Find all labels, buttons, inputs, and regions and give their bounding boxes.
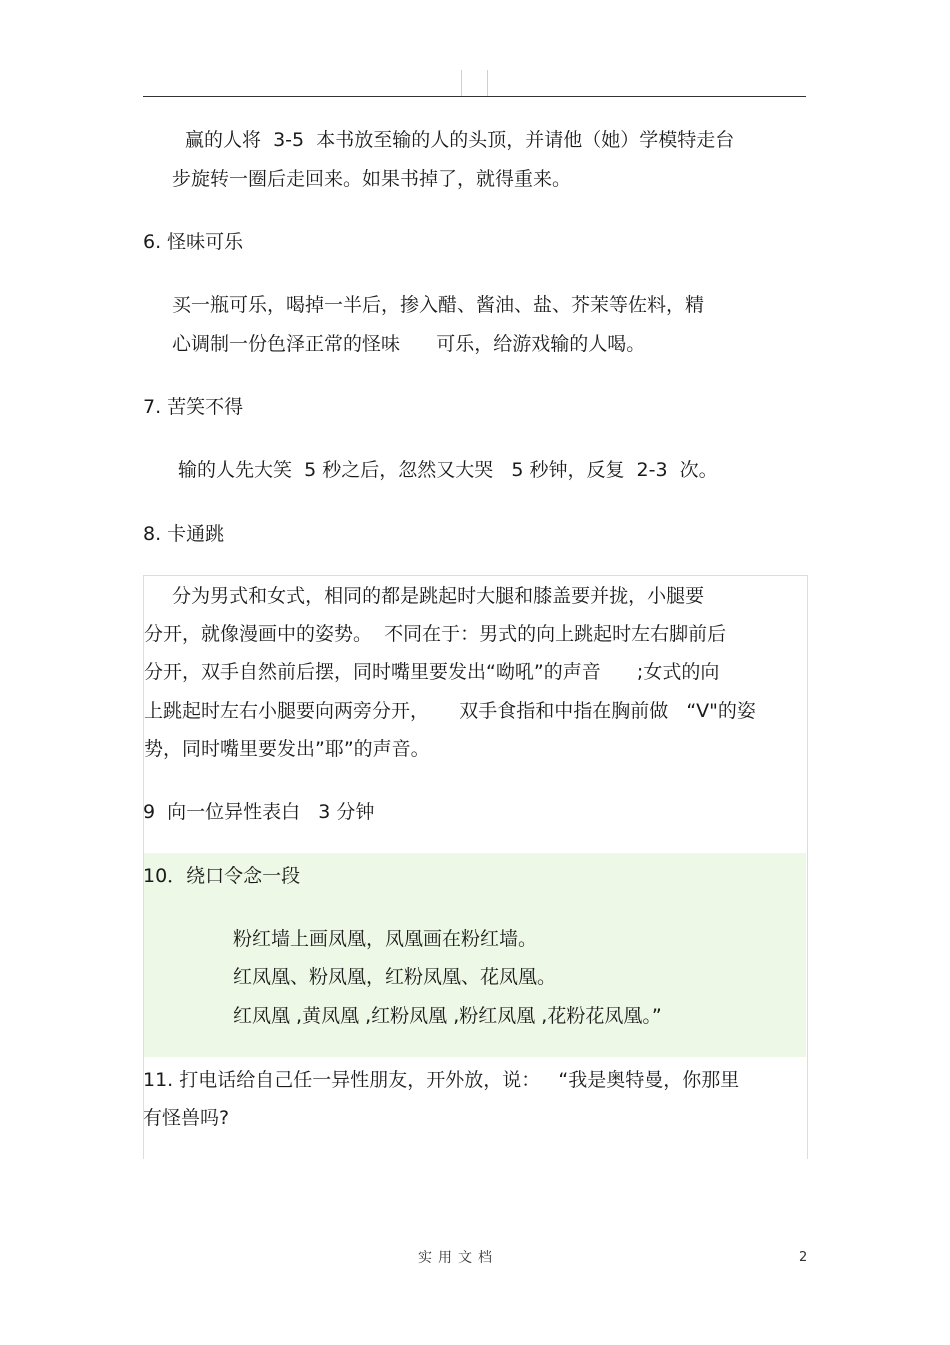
header-tick-right — [487, 70, 488, 96]
page-number: 2 — [799, 1250, 808, 1265]
tongue-twister-line: 粉红墙上画凤凰，凤凰画在粉红墙。 — [233, 928, 538, 950]
footer-label: 实用文档 — [418, 1250, 498, 1266]
section-heading-7: 7. 苦笑不得 — [143, 396, 244, 418]
paragraph-line: 势，同时嘴里要发出”耶”的声音。 — [144, 738, 430, 760]
header-rule — [143, 96, 806, 97]
paragraph-line: 买一瓶可乐，喝掉一半后，掺入醋、酱油、盐、芥茉等佐料，精 — [172, 294, 705, 316]
tongue-twister-line: 红凤凰、粉凤凰，红粉凤凰、花凤凰。 — [233, 966, 557, 988]
header-tick-left — [461, 70, 462, 96]
paragraph-line: 分为男式和女式，相同的都是跳起时大腿和膝盖要并拢，小腿要 — [160, 585, 705, 607]
paragraph-line: 输的人先大笑 5 秒之后，忽然又大哭 5 秒钟，反复 2-3 次。 — [178, 459, 718, 481]
paragraph-line: 分开，就像漫画中的姿势。 不同在于：男式的向上跳起时左右脚前后 — [144, 623, 727, 645]
paragraph-line: 分开，双手自然前后摆，同时嘴里要发出“呦吼”的声音 ;女式的向 — [144, 661, 720, 683]
section-heading-9: 9 向一位异性表白 3 分钟 — [143, 801, 375, 823]
tongue-twister-line: 红凤凰 ,黄凤凰 ,红粉凤凰 ,粉红凤凰 ,花粉花凤凰。” — [233, 1005, 662, 1027]
paragraph-line: 上跳起时左右小腿要向两旁分开， 双手食指和中指在胸前做 “V"的姿 — [144, 700, 756, 722]
section-heading-6: 6. 怪味可乐 — [143, 231, 244, 253]
section-heading-8: 8. 卡通跳 — [143, 523, 225, 545]
section-heading-11: 11. 打电话给自己任一异性朋友，开外放，说： “我是奥特曼，你那里 — [143, 1069, 740, 1091]
paragraph-line: 赢的人将 3-5 本书放至输的人的头顶，并请他（她）学模特走台 — [185, 129, 735, 151]
paragraph-line: 有怪兽吗? — [143, 1107, 230, 1129]
paragraph-line: 步旋转一圈后走回来。如果书掉了，就得重来。 — [172, 168, 572, 190]
paragraph-line: 心调制一份色泽正常的怪味 可乐，给游戏输的人喝。 — [172, 333, 646, 355]
section-heading-10: 10．绕口令念一段 — [143, 865, 301, 887]
